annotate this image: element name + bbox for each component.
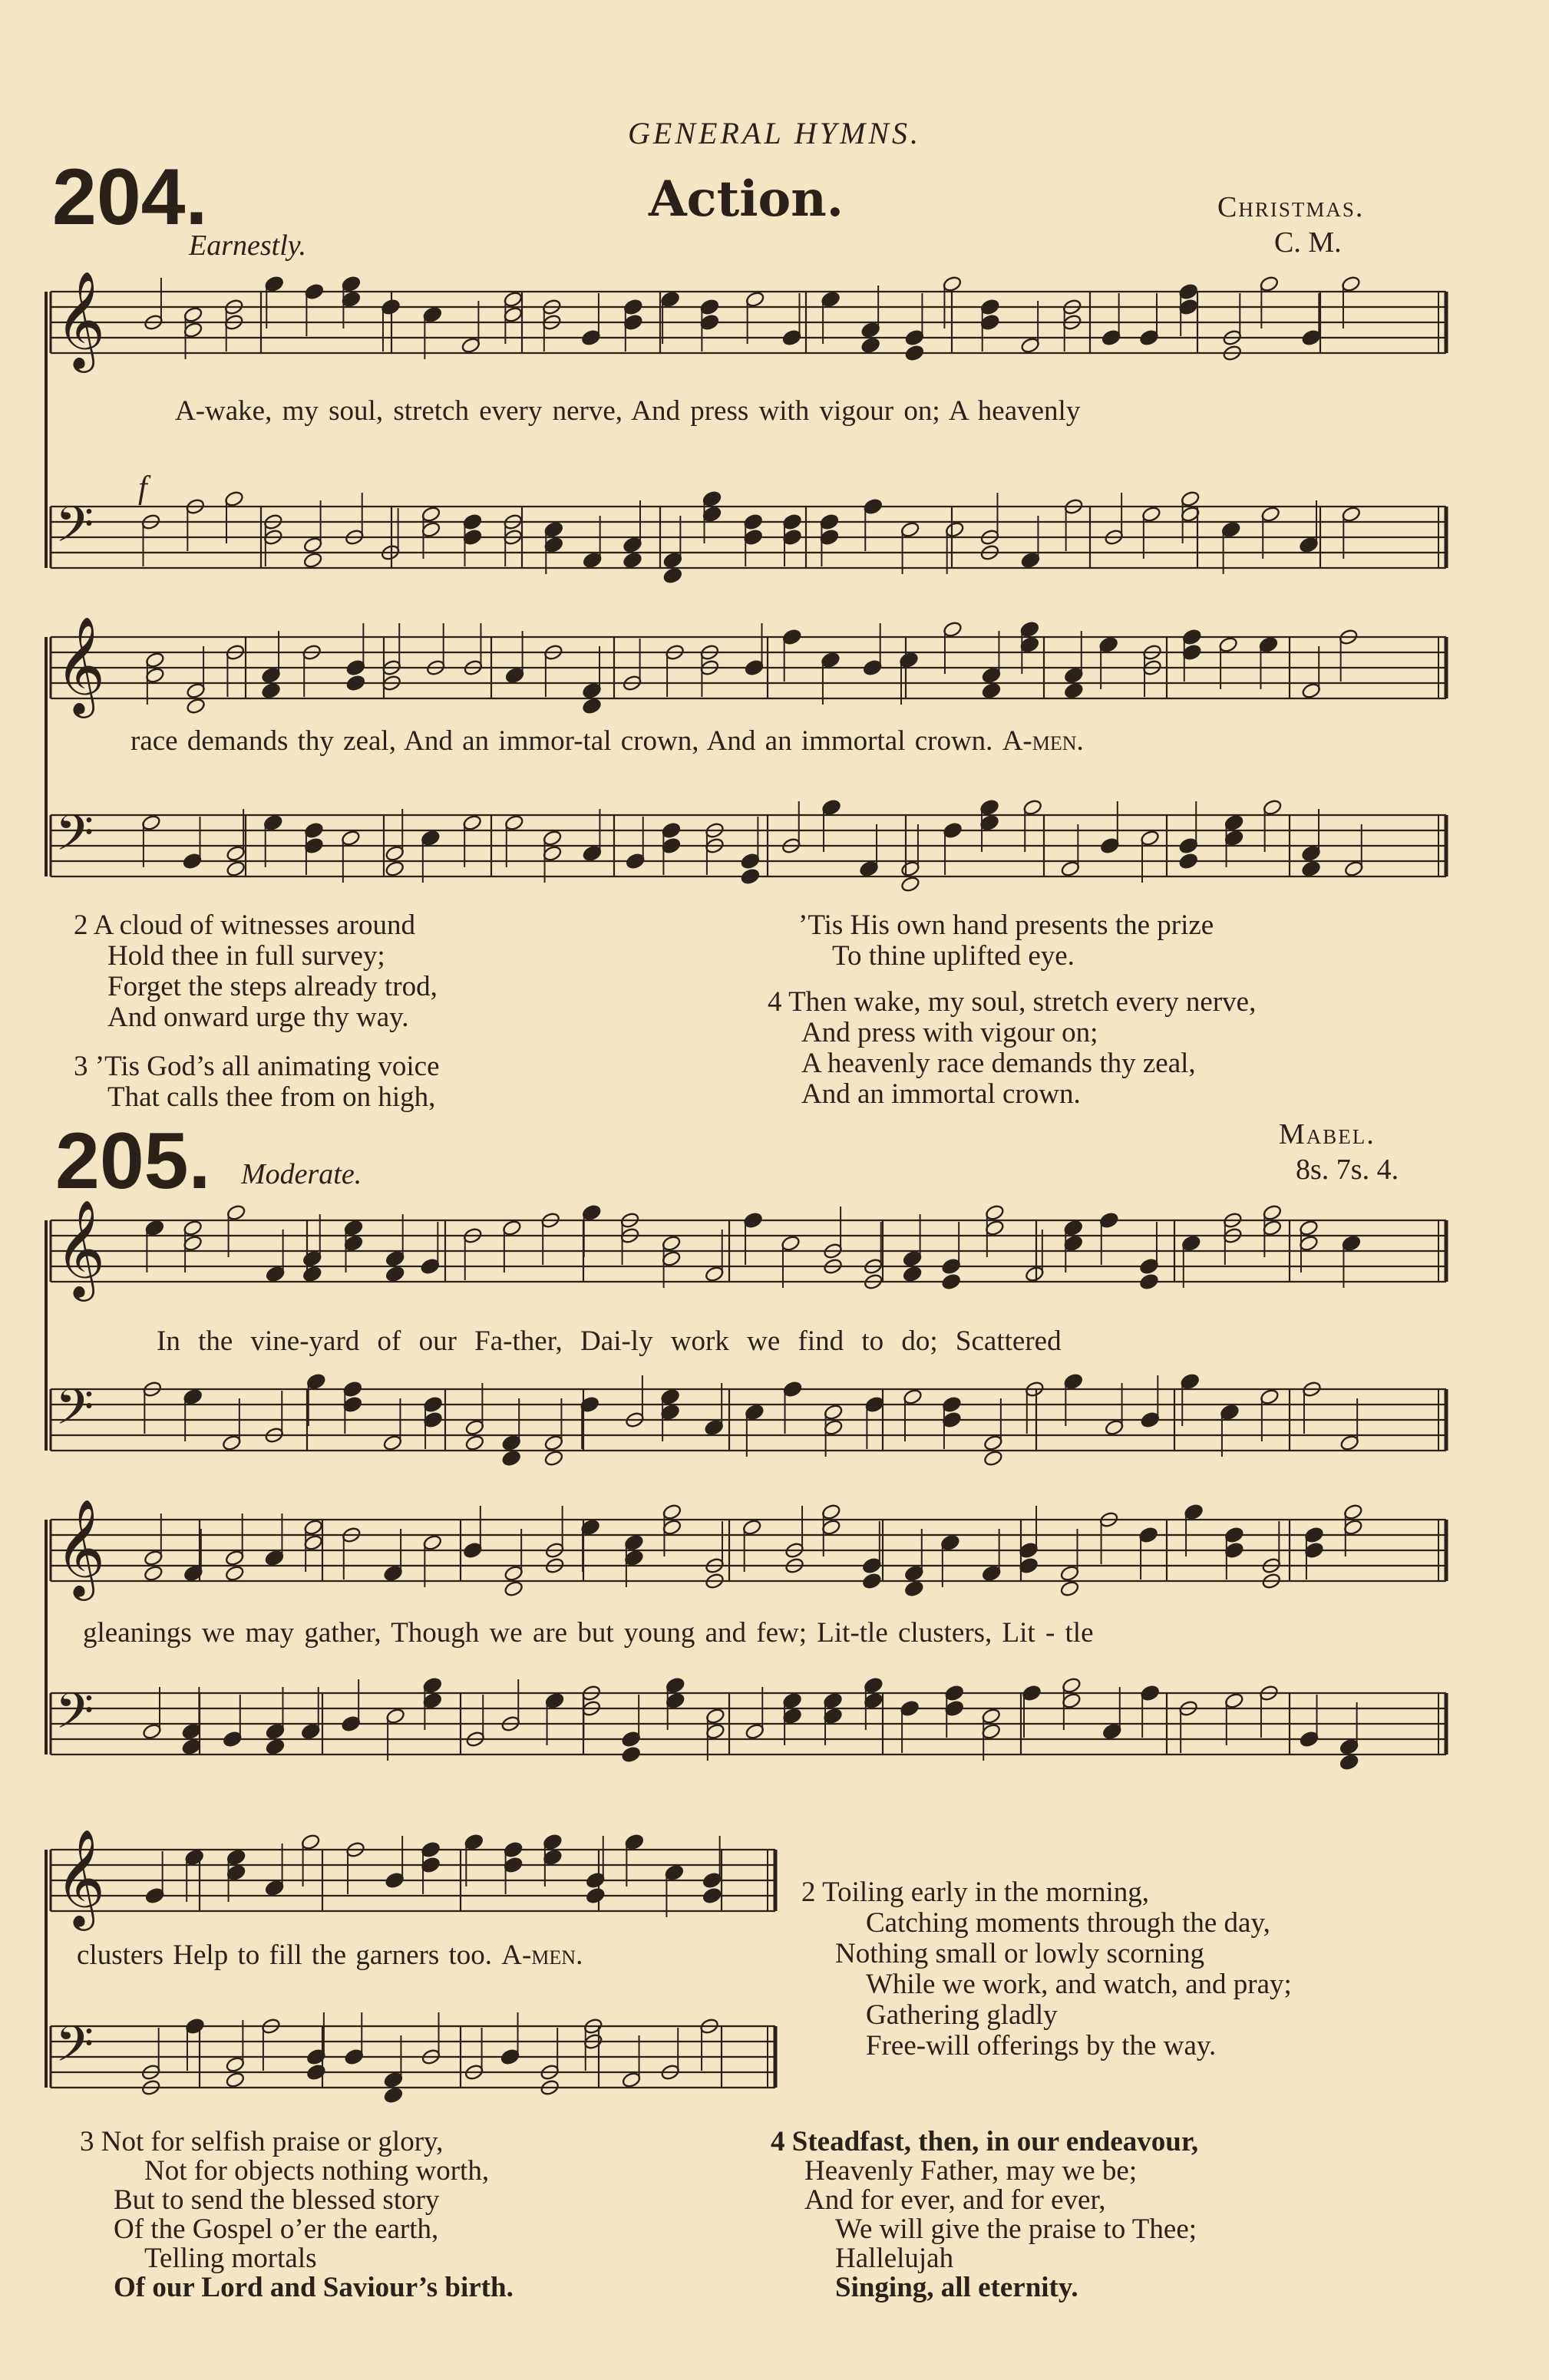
hymn-205-meter: 8s. 7s. 4. — [1296, 1154, 1399, 1186]
treble-clef-icon: 𝄞 — [55, 616, 106, 714]
note-head — [543, 1450, 563, 1467]
section-header: GENERAL HYMNS. — [628, 116, 921, 150]
hymn-204-meter: C. M. — [1274, 226, 1342, 259]
note-head — [702, 1887, 722, 1905]
note-head — [1178, 853, 1198, 870]
note-head — [261, 682, 281, 700]
hymn-204-verse-3: 3 ’Tis God’s all animating voice That calls thee from on high, — [74, 1051, 440, 1113]
note-head — [582, 698, 602, 715]
bass-clef-icon: 𝄢 — [55, 497, 94, 566]
note-head — [1139, 1273, 1159, 1291]
hymn-204-verse-3-cont: ’Tis His own hand presents the prize To thine uplifted eye. — [798, 909, 1214, 972]
note-head — [941, 1273, 961, 1291]
hymn-204-lyrics-line2: race demands thy zeal, And an immor-tal crown, And an immortal crown. A-men. — [130, 725, 1084, 757]
treble-clef-icon: 𝄞 — [55, 1498, 106, 1596]
treble-clef-icon: 𝄞 — [55, 1199, 106, 1297]
hymn-204-tempo: Earnestly. — [189, 229, 307, 262]
note-head — [144, 1565, 163, 1583]
note-head — [1339, 1754, 1359, 1771]
hymn-204-title: Action. — [649, 170, 844, 228]
note-head — [862, 1573, 882, 1590]
note-head — [265, 1738, 285, 1756]
hymn-205-tempo: Moderate. — [241, 1158, 362, 1190]
note-head — [623, 552, 642, 569]
bass-clef-icon: 𝄢 — [55, 805, 94, 874]
note-head — [1301, 860, 1321, 878]
hymn-205-amen: A-men. — [501, 1939, 583, 1971]
treble-clef-icon: 𝄞 — [55, 1828, 106, 1926]
hymn-205-lyrics-line3: clusters Help to fill the garners too. A-men. — [77, 1939, 583, 1971]
hymn-204-verse-4: 4 Then wake, my soul, stretch every nerve, And press with vigour on; A heavenly race demands thy zeal, And an immortal crown. — [768, 986, 1257, 1110]
note-head — [383, 2087, 403, 2104]
note-head — [902, 1266, 922, 1283]
hymn-204-verse-2: 2 A cloud of witnesses around Hold thee in full survey; Forget the steps already trod, And onward urge thy way. — [74, 909, 438, 1033]
note-head — [226, 860, 246, 878]
hymn-205-verse-2: 2 Toiling early in the morning, Catching moments through the day, Nothing small or lowly scorning While we work, and watch, and pray; Gathering gladly Free-will offerings by the way. — [801, 1877, 1292, 2061]
note-head — [385, 860, 405, 878]
hymn-204-lyrics-line1: A-wake, my soul, stretch every nerve, And press with vigour on; A heavenly — [175, 395, 1081, 427]
note-head — [302, 552, 322, 569]
note-head — [225, 1565, 245, 1583]
hymn-205-lyrics-line1: In the vine-yard of our Fa-ther, Dai-ly work we find to do; Scattered — [157, 1325, 1062, 1357]
hymn-204-number: 204. — [52, 153, 208, 242]
note-head — [501, 1450, 521, 1467]
hymn-204-dynamic: f — [138, 470, 147, 506]
hymn-205-verse-3: 3 Not for selfish praise or glory, Not for objects nothing worth, But to send the blessed story Of the Gospel o’er the earth, Telling mortals Of our Lord and Saviour’s birth. — [80, 2126, 514, 2303]
hymn-205-number: 205. — [55, 1117, 211, 1206]
note-head — [464, 1434, 484, 1452]
note-head — [586, 1887, 606, 1905]
bass-clef-icon: 𝄢 — [55, 1683, 94, 1752]
hymn-205-tune-name: Mabel. — [1279, 1118, 1376, 1150]
note-head — [186, 698, 206, 715]
note-head — [983, 1450, 1003, 1467]
hymn-205-verse-4: 4 Steadfast, then, in our endeavour, Heavenly Father, may we be; And for ever, and for ever, We will give the praise to Thee; Hallelujah Singing, all eternity. — [771, 2126, 1199, 2303]
note-head — [981, 682, 1001, 700]
note-head — [1064, 682, 1084, 700]
note-head — [900, 876, 920, 893]
note-head — [504, 1580, 523, 1598]
note-head — [1059, 1580, 1079, 1598]
note-head — [385, 1266, 405, 1283]
note-head — [302, 1266, 322, 1283]
note-head — [662, 567, 682, 585]
note-head — [181, 1738, 201, 1756]
note-head — [904, 345, 924, 362]
note-head — [860, 337, 880, 355]
hymn-204-amen: A-men. — [1002, 725, 1084, 757]
note-head — [621, 1746, 641, 1764]
treble-clef-icon: 𝄞 — [55, 270, 106, 368]
note-head — [345, 675, 365, 692]
note-head — [225, 2071, 245, 2089]
hymn-204-tune-name: Christmas. — [1217, 191, 1365, 223]
hymn-205-lyrics-line2: gleanings we may gather, Though we are but young and few; Lit-tle clusters, Lit - tle — [83, 1617, 1094, 1649]
note-head — [740, 868, 760, 886]
bass-clef-icon: 𝄢 — [55, 2016, 94, 2085]
bass-clef-icon: 𝄢 — [55, 1379, 94, 1448]
note-head — [904, 1580, 924, 1598]
